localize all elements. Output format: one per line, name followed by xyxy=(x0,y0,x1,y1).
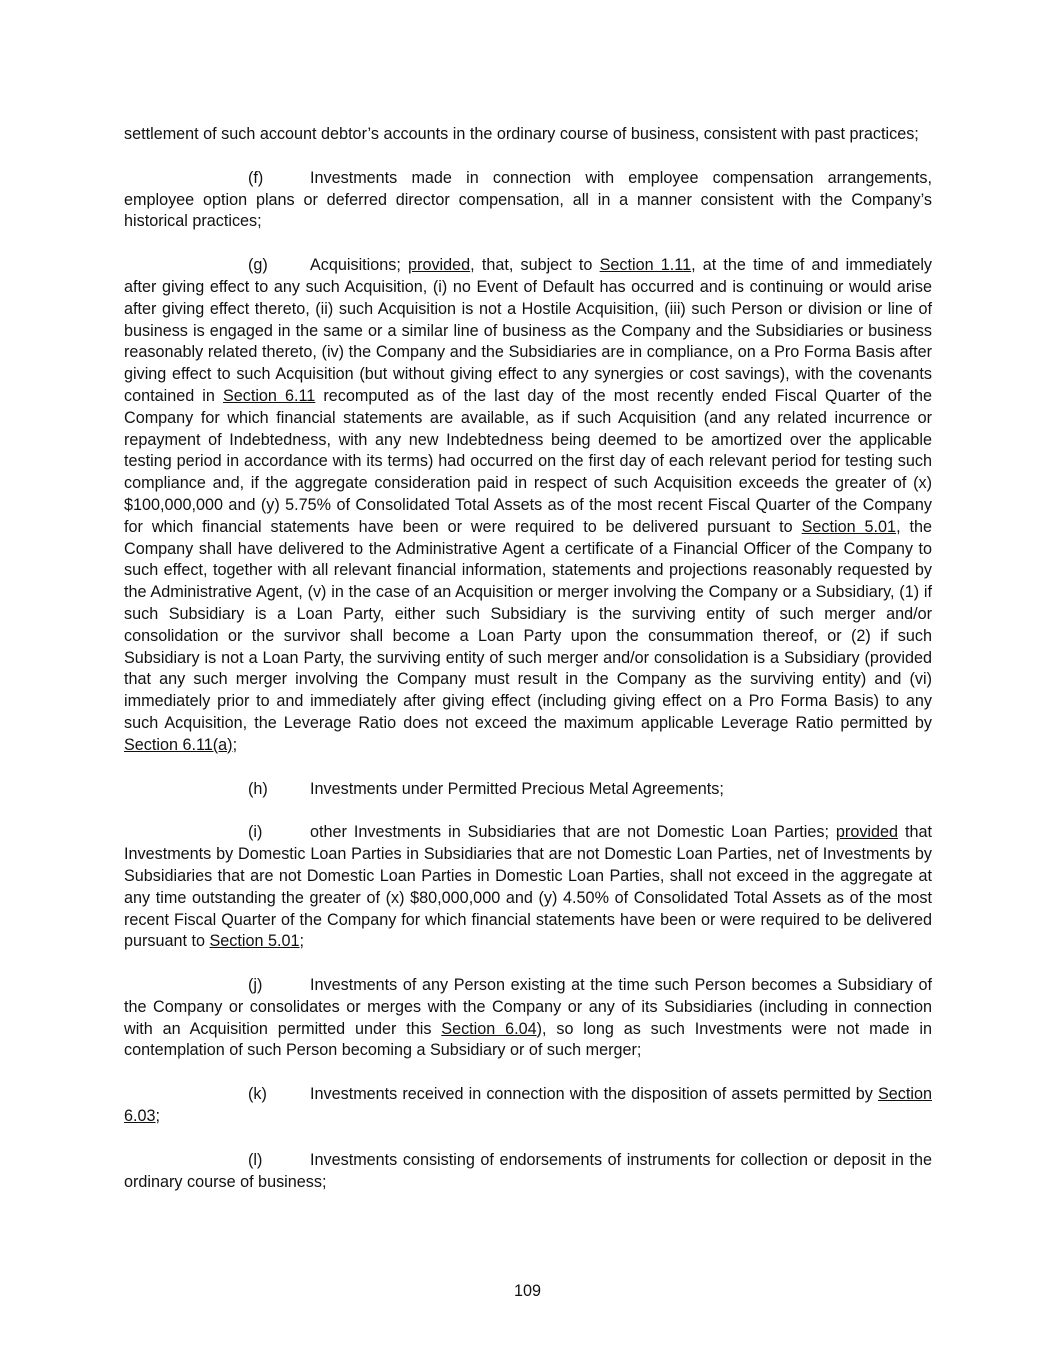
clause-label: (i) xyxy=(248,823,263,842)
clause-text: ; xyxy=(232,735,238,754)
clause-f xyxy=(124,168,932,233)
clause-i xyxy=(124,822,932,953)
clause-text: Investments consisting of endorsements of instruments for collection or deposit in the ordinary course of business; xyxy=(124,1150,932,1191)
continuation-text: settlement of such account debtor’s accounts in the ordinary course of business, consistent with past practices; xyxy=(124,125,919,143)
document-body xyxy=(124,124,932,1215)
clause-label: (j) xyxy=(248,976,263,995)
provided-term: provided xyxy=(835,823,899,842)
clause-h xyxy=(124,779,932,801)
clause-text: , the Company shall have delivered to the Administrative Agent a certificate of a Financial Officer of the Company to such effect, together with all relevant financial information, statements and projections reasonably requested by the Administrative Agent, (v) in the case of an Acquisition or merger involving the Company or a Subsidiary, (1) if such Subsidiary is a Loan Party, either such Subsidiary is the surviving entity of such merger and/or consolidation or the survivor shall become a Loan Party upon the consummation thereof, or (2) if such Subsidiary is not a Loan Party, the surviving entity of such merger and/or consolidation is a Subsidiary (provided that any such merger involving the Company must result in the Company as the surviving entity) and (vi) immediately prior to and immediately after giving effect (including giving effect on a Pro Forma Basis) to any such Acquisition, the Leverage Ratio does not exceed the maximum applicable Leverage Ratio permitted by xyxy=(124,517,932,732)
continuation-paragraph xyxy=(124,124,932,146)
clause-k xyxy=(124,1084,932,1128)
clause-text: recomputed as of the last day of the most recently ended Fiscal Quarter of the Company for which financial statements are available, as if such Acquisition (and any related incurrence or repayment of Indebtedness, with any new Indebtedness being deemed to be amortized over the applicable testing period in accordance with its terms) had occurred on the first day of each relevant period for testing such compliance and, if the aggregate consideration paid in respect of such Acquisition exceeds the greater of (x) $100,000,000 and (y) 5.75% of Consolidated Total Assets as of the most recent Fiscal Quarter of the Company for which financial statements have been or were required to be delivered pursuant to xyxy=(124,386,932,536)
page-number: 109 xyxy=(513,1282,541,1300)
clause-text: ; xyxy=(299,932,304,951)
section-reference: Section 6.11 xyxy=(222,386,316,405)
section-reference: Section 6.03 xyxy=(124,1085,932,1126)
clause-text: ), so long as such Investments were not made in contemplation of such Person becoming a Subsidiary or of such merger; xyxy=(124,1019,932,1060)
clause-label: (k) xyxy=(248,1085,267,1104)
clause-text: other Investments in Subsidiaries that are not Domestic Loan Parties; xyxy=(310,823,836,842)
clause-text: that Investments by Domestic Loan Parties in Subsidiaries that are not Domestic Loan Parties, net of Investments by Subsidiaries that are not Domestic Loan Parties in Domestic Loan Parties, shall not exceed in the aggregate at any time outstanding the greater of (x) $80,000,000 and (y) 4.50% of Consolidated Total Assets as of the most recent Fiscal Quarter of the Company for which financial statements have been or were required to be delivered pursuant to xyxy=(124,823,933,951)
clause-text: Investments made in connection with employee compensation arrangements, employee option plans or deferred director compensation, all in a manner consistent with the Company’s historical practices; xyxy=(124,168,932,231)
clause-text: Acquisitions; xyxy=(310,256,409,275)
clause-text: ; xyxy=(155,1107,161,1126)
section-reference: Section 5.01 xyxy=(801,517,897,536)
clause-g xyxy=(124,255,932,756)
clause-text: , that, subject to xyxy=(470,256,600,275)
clause-label: (g) xyxy=(248,256,268,275)
section-reference: Section 5.01 xyxy=(209,932,300,951)
clause-text: Investments received in connection with the disposition of assets permitted by xyxy=(310,1085,878,1104)
section-reference: Section 1.11 xyxy=(599,256,692,275)
clause-text: Investments under Permitted Precious Metal Agreements; xyxy=(310,779,724,798)
clause-text: , at the time of and immediately after giving effect to any such Acquisition, (i) no Event of Default has occurred and is continuing or would arise after giving effect thereto, (ii) such Acquisition is not a Hostile Acquisition, (iii) such Person or division or line of business is engaged in the same or a similar line of business as the Company and the Subsidiaries or business reasonably related thereto, (iv) the Company and the Subsidiaries are in compliance, on a Pro Forma Basis after giving effect to such Acquisition (but without giving effect to any synergies or cost savings), with the covenants contained in xyxy=(124,256,933,405)
clause-j xyxy=(124,975,932,1062)
section-reference: Section 6.04 xyxy=(441,1019,537,1038)
clause-l xyxy=(124,1150,932,1194)
clause-label: (h) xyxy=(248,779,268,798)
clause-label: (l) xyxy=(248,1150,263,1169)
clause-text: Investments of any Person existing at the time such Person becomes a Subsidiary of the Company or consolidates or merges with the Company or any of its Subsidiaries (including in connection with an Acquisition permitted under this xyxy=(124,976,932,1038)
provided-term: provided xyxy=(408,256,471,275)
clause-label: (f) xyxy=(248,168,264,187)
section-reference: Section 6.11(a) xyxy=(124,735,233,754)
